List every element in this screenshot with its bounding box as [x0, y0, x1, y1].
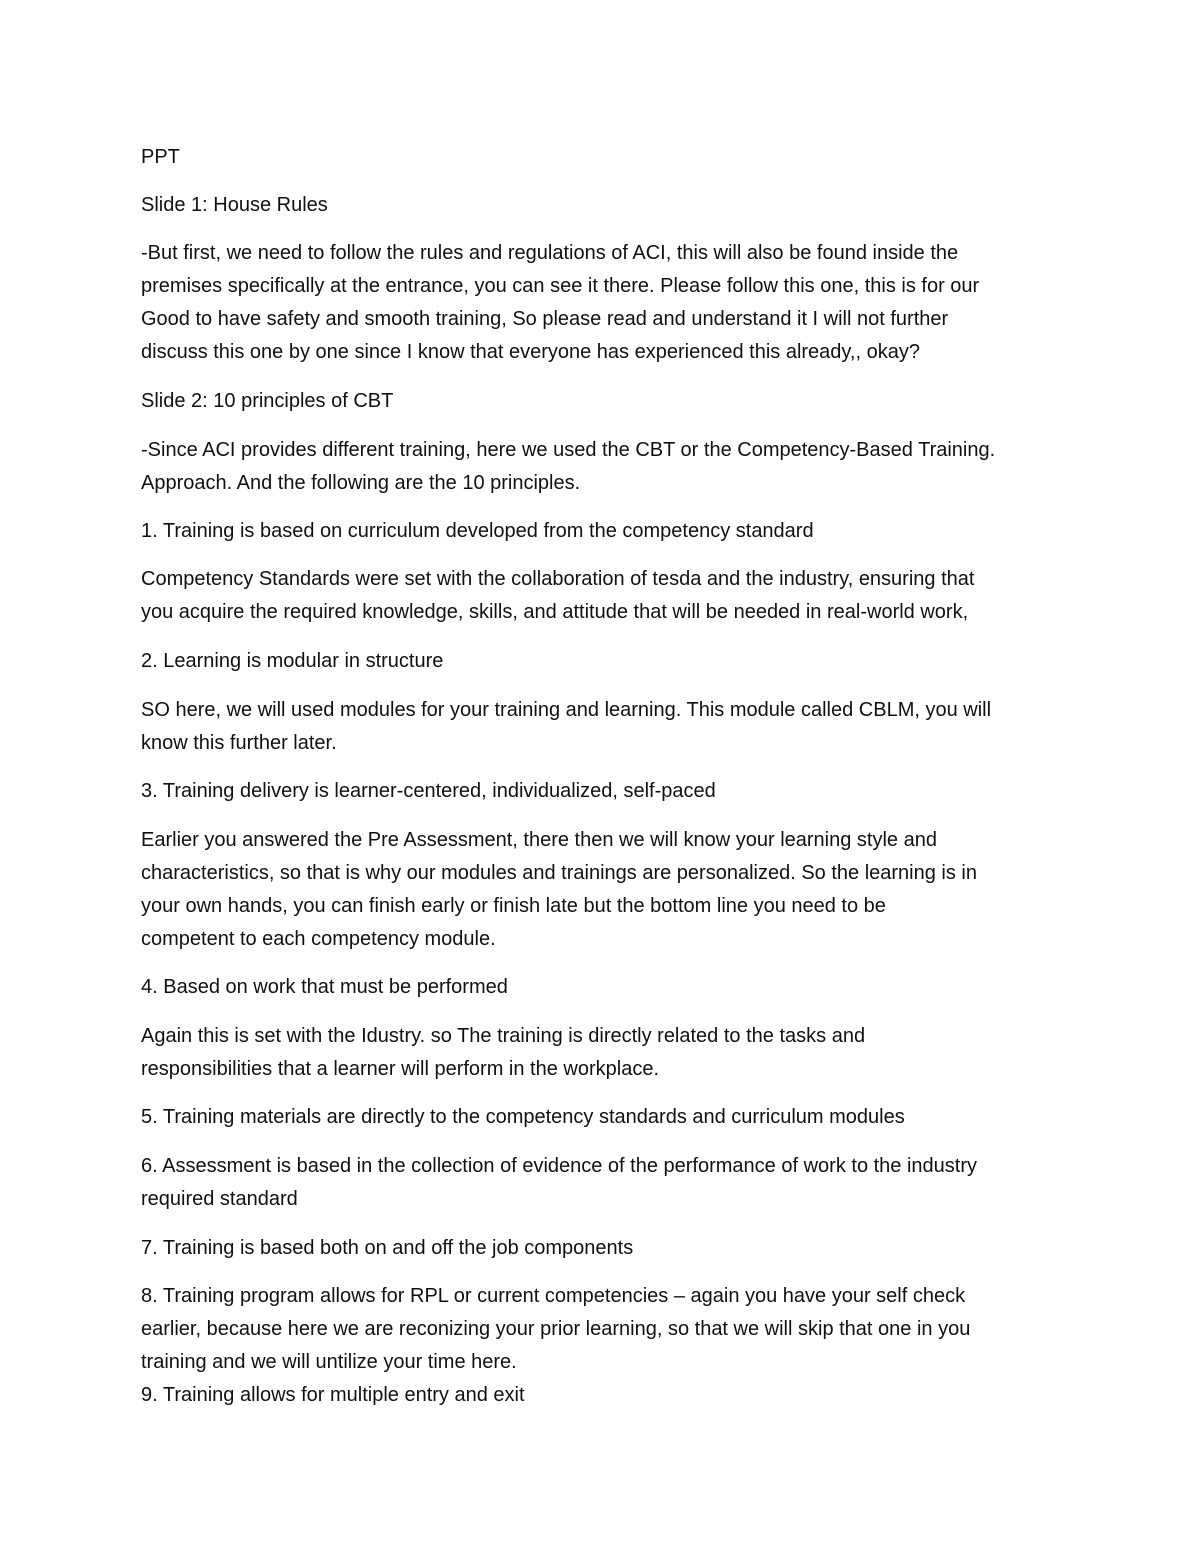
text-line: Again this is set with the Idustry. so The training is directly related to the tasks and: [141, 1025, 866, 1047]
principle-2: [141, 645, 1071, 678]
title-line: PPT: [141, 146, 180, 168]
text-line: discuss this one by one since I know that everyone has experienced this already,, okay?: [141, 341, 920, 363]
text-line: Approach. And the following are the 10 principles.: [141, 472, 581, 494]
principle-7: [141, 1232, 1071, 1265]
paragraph-principle-2: [141, 694, 1071, 760]
text-line: you acquire the required knowledge, skills, and attitude that will be needed in real-world work,: [141, 601, 969, 623]
text-line: required standard: [141, 1188, 298, 1210]
text-line: 6. Assessment is based in the collection of evidence of the performance of work to the industry: [141, 1155, 978, 1177]
text-line: 1. Training is based on curriculum developed from the competency standard: [141, 520, 814, 542]
text-line: -Since ACI provides different training, here we used the CBT or the Competency-Based Training.: [141, 439, 996, 461]
principle-4: [141, 971, 1071, 1004]
text-line: responsibilities that a learner will perform in the workplace.: [141, 1058, 660, 1080]
text-line: Slide 1: House Rules: [141, 194, 328, 216]
text-line: 4. Based on work that must be performed: [141, 976, 508, 998]
text-line: training and we will untilize your time here.: [141, 1351, 517, 1373]
text-line: SO here, we will used modules for your training and learning. This module called CBLM, you will: [141, 699, 992, 721]
heading-slide-1: [141, 189, 1071, 222]
text-line: Competency Standards were set with the collaboration of tesda and the industry, ensuring that: [141, 568, 975, 590]
text-line: premises specifically at the entrance, you can see it there. Please follow this one, this is for our: [141, 275, 980, 297]
text-line: Slide 2: 10 principles of CBT: [141, 390, 394, 412]
text-line: 2. Learning is modular in structure: [141, 650, 444, 672]
text-line: Earlier you answered the Pre Assessment, there then we will know your learning style and: [141, 829, 937, 851]
principle-6: [141, 1150, 1071, 1216]
text-line: characteristics, so that is why our modules and trainings are personalized. So the learning is in: [141, 862, 977, 884]
paragraph-principle-1: [141, 563, 1071, 629]
paragraph-house-rules: [141, 237, 1071, 369]
text-line: -But first, we need to follow the rules and regulations of ACI, this will also be found inside the: [141, 242, 959, 264]
principle-1: [141, 515, 1071, 548]
text-line: 3. Training delivery is learner-centered, individualized, self-paced: [141, 780, 716, 802]
paragraph-cbt-intro: [141, 434, 1071, 500]
text-line: competent to each competency module.: [141, 928, 496, 950]
principle-5: [141, 1101, 1071, 1134]
text-line: 8. Training program allows for RPL or current competencies – again you have your self check: [141, 1285, 966, 1307]
paragraph-principle-4: [141, 1020, 1071, 1086]
heading-slide-2: [141, 385, 1071, 418]
principle-3: [141, 775, 1071, 808]
principle-8-9: [141, 1280, 1071, 1412]
text-line: 7. Training is based both on and off the job components: [141, 1237, 634, 1259]
text-line: your own hands, you can finish early or finish late but the bottom line you need to be: [141, 895, 886, 917]
text-line: 9. Training allows for multiple entry and exit: [141, 1384, 525, 1406]
text-line: earlier, because here we are reconizing your prior learning, so that we will skip that one in you: [141, 1318, 971, 1340]
text-line: 5. Training materials are directly to the competency standards and curriculum modules: [141, 1106, 905, 1128]
text-line: know this further later.: [141, 732, 337, 754]
text-line: Good to have safety and smooth training, So please read and understand it I will not further: [141, 308, 949, 330]
document-title: [141, 141, 1071, 174]
paragraph-principle-3: [141, 824, 1071, 956]
